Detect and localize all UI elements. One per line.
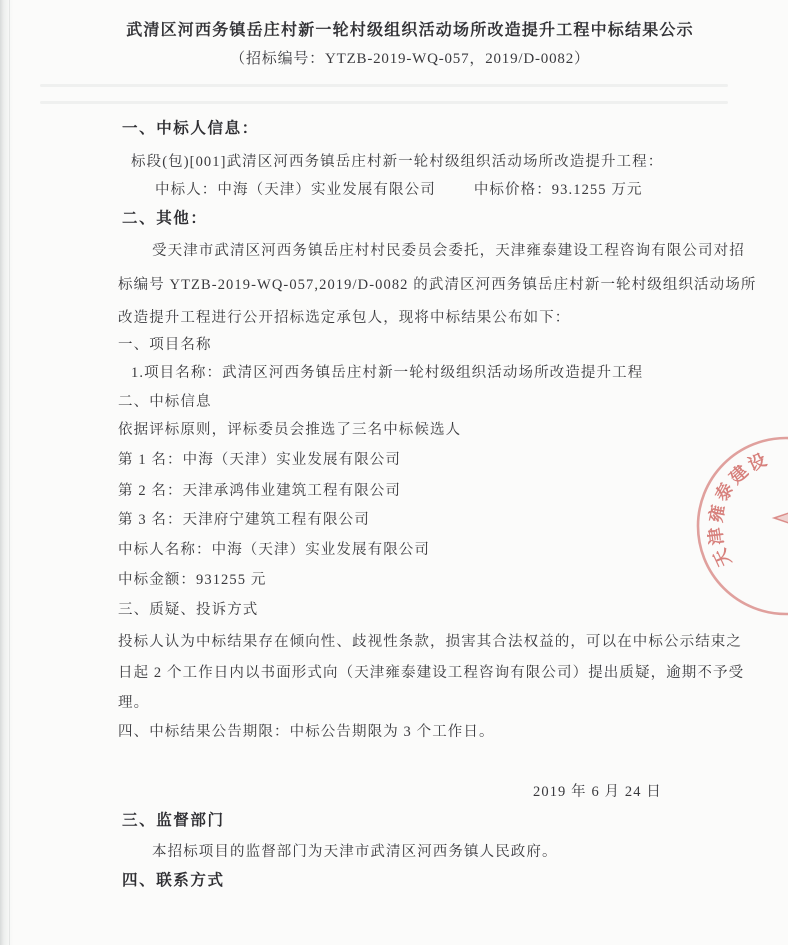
section-heading-other: 二、其他： <box>122 210 208 227</box>
winner-and-price-line <box>155 178 643 199</box>
objection-line: 投标人认为中标结果存在倾向性、歧视性条款，损害其合法权益的，可以在中标公示结束之 <box>118 634 742 650</box>
award-amount-line: 中标金额：931255 元 <box>118 572 267 588</box>
paragraph-line: 受天津市武清区河西务镇岳庄村村民委员会委托，天津雍泰建设工程咨询有限公司对招 <box>152 243 745 259</box>
objection-line: 理。 <box>118 695 150 711</box>
subheading-objection: 三、质疑、投诉方式 <box>118 602 259 618</box>
seal-char: 雍 <box>705 503 729 525</box>
seal-char: 设 <box>745 449 770 475</box>
section-heading-contact: 四、联系方式 <box>122 872 225 889</box>
candidate-2-line: 第 2 名：天津承鸿伟业建筑工程有限公司 <box>118 483 401 499</box>
candidate-3-line: 第 3 名：天津府宁建筑工程有限公司 <box>118 512 370 528</box>
paragraph-line: 改造提升工程进行公开招标选定承包人，现将中标结果公布如下： <box>118 310 571 326</box>
scan-edge-line <box>9 0 10 945</box>
section-heading-supervision: 三、监督部门 <box>122 812 225 829</box>
seal-char: 建 <box>725 461 752 488</box>
document-date: 2019 年 6 月 24 日 <box>533 784 662 800</box>
project-name-line: 1.项目名称：武清区河西务镇岳庄村新一轮村级组织活动场所改造提升工程 <box>131 365 644 381</box>
committee-line: 依据评标原则，评标委员会推选了三名中标候选人 <box>118 422 462 438</box>
winner-name: 中标人：中海（天津）实业发展有限公司 <box>155 182 436 198</box>
subheading-project-name: 一、项目名称 <box>118 337 212 353</box>
bid-number-line: （招标编号：YTZB-2019-WQ-057，2019/D-0082） <box>230 51 590 67</box>
objection-line: 日起 2 个工作日内以书面形式向（天津雍泰建设工程咨询有限公司）提出质疑，逾期不予受 <box>118 665 745 681</box>
winner-name-line: 中标人名称：中海（天津）实业发展有限公司 <box>118 542 430 558</box>
document-title: 武清区河西务镇岳庄村新一轮村级组织活动场所改造提升工程中标结果公示 <box>126 22 694 39</box>
candidate-1-line: 第 1 名：中海（天津）实业发展有限公司 <box>118 452 401 468</box>
paragraph-line: 标编号 YTZB-2019-WQ-057,2019/D-0082 的武清区河西务镇岳庄村新一轮村级组织活动场所 <box>118 277 757 293</box>
company-seal-stamp <box>660 418 788 623</box>
scan-streak <box>40 84 728 87</box>
scan-edge-shadow <box>0 0 14 945</box>
bid-section-line: 标段(包)[001]武清区河西务镇岳庄村新一轮村级组织活动场所改造提升工程： <box>131 154 664 170</box>
seal-char: 天 <box>709 545 735 570</box>
scan-streak <box>40 101 728 104</box>
supervision-body-line: 本招标项目的监督部门为天津市武清区河西务镇人民政府。 <box>152 844 558 860</box>
seal-icon <box>660 418 788 623</box>
seal-char: 泰 <box>711 479 738 505</box>
section-heading-winner-info: 一、中标人信息： <box>122 120 259 137</box>
seal-char: 津 <box>705 526 728 547</box>
announcement-period-line: 四、中标结果公告期限：中标公告期限为 3 个工作日。 <box>118 724 495 740</box>
winner-price: 中标价格：93.1255 万元 <box>473 182 643 198</box>
subheading-award-info: 二、中标信息 <box>118 394 212 410</box>
